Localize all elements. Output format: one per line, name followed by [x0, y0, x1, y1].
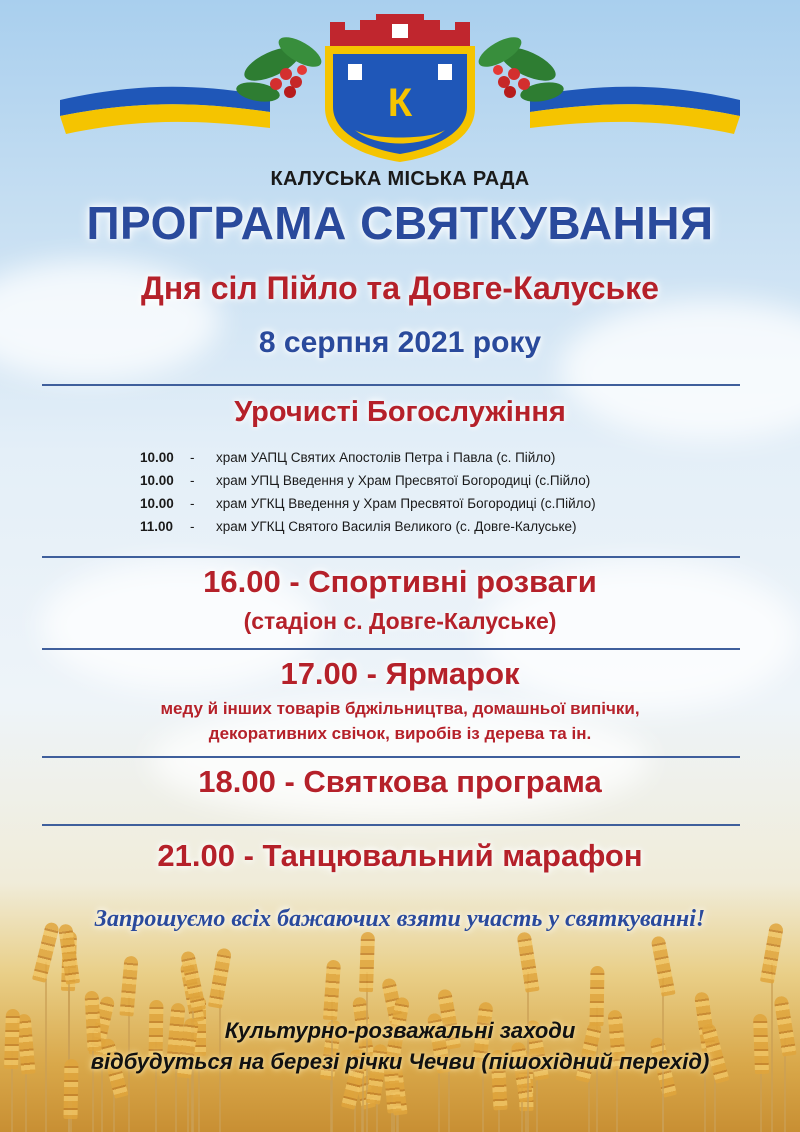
service-time: 10.00: [140, 450, 174, 465]
fair-title: 17.00 - Ярмарок: [280, 656, 520, 691]
invite-text: Запрошуємо всіх бажаючих взяти участь у святкуванні!: [94, 906, 706, 932]
footer-note: [0, 1015, 800, 1077]
divider: [42, 824, 740, 826]
sports-location: (стадіон с. Довге-Калуське): [243, 608, 557, 634]
services-title: Урочисті Богослужіння: [234, 396, 566, 428]
divider: [42, 648, 740, 650]
divider: [42, 384, 740, 386]
service-dash: -: [190, 473, 195, 488]
viburnum-left: [235, 31, 326, 104]
service-dash: -: [190, 450, 195, 465]
sports-title: 16.00 - Спортивні розваги: [203, 564, 597, 599]
service-item: [140, 494, 700, 517]
council-name: КАЛУСЬКА МІСЬКА РАДА: [270, 168, 530, 190]
viburnum-right: [474, 31, 565, 104]
service-time: 10.00: [140, 473, 174, 488]
dance-title: 21.00 - Танцювальний марафон: [157, 838, 643, 873]
page-subtitle: Дня сіл Пійло та Довге-Калуське: [141, 270, 659, 306]
divider: [42, 556, 740, 558]
divider: [42, 756, 740, 758]
footer-line-1: Культурно-розважальні заходи: [224, 1018, 576, 1043]
city-emblem: [0, 12, 800, 162]
emblem-letter: К: [387, 81, 413, 125]
flag-ribbon-right: [530, 87, 740, 134]
services-list: [140, 448, 700, 540]
service-time: 11.00: [140, 519, 174, 534]
service-item: [140, 517, 700, 540]
wheat-ear: [323, 960, 341, 1021]
wheat-ear: [650, 935, 675, 997]
program-title: 18.00 - Святкова програма: [198, 764, 602, 799]
fair-line-2: декоративних свічок, виробів із дерева та ін.: [208, 724, 592, 743]
wheat-ear: [359, 932, 375, 992]
wheat-ear: [119, 956, 138, 1017]
service-name: храм УПЦ Введення у Храм Пресвятої Богородиці (с.Пійло): [216, 473, 591, 488]
service-name: храм УАПЦ Святих Апостолів Петра і Павла (с. Пійло): [216, 450, 556, 465]
footer-line-2: відбудуться на березі річки Чечви (пішохідний перехід): [90, 1049, 710, 1074]
fair-line-1: меду й інших товарів бджільництва, домашньої випічки,: [160, 699, 640, 718]
wheat-ear: [516, 931, 539, 992]
service-name: храм УГКЦ Святого Василія Великого (с. Довге-Калуське): [216, 519, 577, 534]
flag-ribbon-left: [60, 87, 270, 134]
service-time: 10.00: [140, 496, 174, 511]
page-title: ПРОГРАМА СВЯТКУВАННЯ: [86, 197, 714, 249]
service-item: [140, 448, 700, 471]
event-date: 8 серпня 2021 року: [258, 326, 542, 359]
service-dash: -: [190, 496, 195, 511]
service-item: [140, 471, 700, 494]
wheat-ear: [208, 947, 232, 1009]
service-dash: -: [190, 519, 195, 534]
service-name: храм УГКЦ Введення у Храм Пресвятої Богородиці (с.Пійло): [216, 496, 596, 511]
emblem-crown: [330, 14, 470, 46]
wheat-field: [0, 832, 800, 1132]
